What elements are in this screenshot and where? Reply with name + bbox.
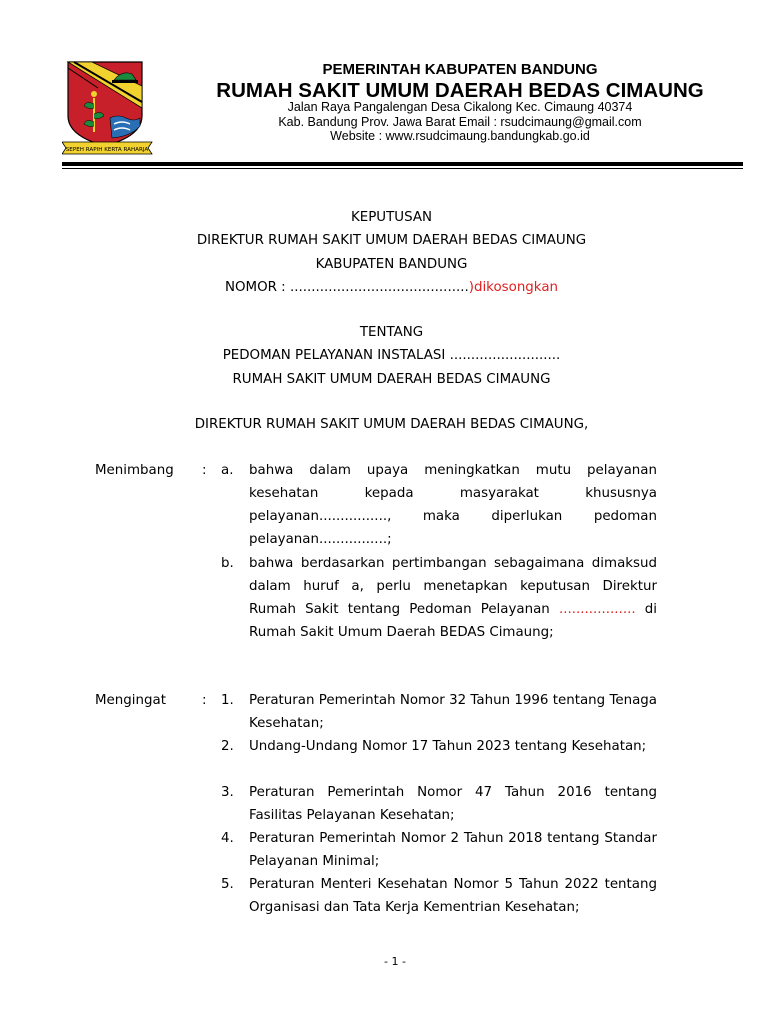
mengingat-mark-2: 2. [221,739,234,754]
mengingat-item-3: Peraturan Pemerintah Nomor 47 Tahun 2016 tentang Fasilitas Pelayanan Kesehatan; [249,785,657,823]
menimbang-item-a: bahwa dalam upaya meningkatkan mutu pelayanan kesehatan kepada masyarakat khususnya pelayanan................, maka diperlukan pedoman pelayanan................; [249,463,657,547]
hospital-name: RUMAH SAKIT UMUM DAERAH BEDAS CIMAUNG [216,79,704,102]
menimbang-item-b-text-end: di Rumah Sakit Umum Daerah BEDAS Cimaung; [249,602,657,640]
letterhead-rule-thick [62,162,743,166]
website: Website : www.rsudcimaung.bandungkab.go.id [330,129,590,143]
mengingat-mark-3: 3. [221,785,234,800]
mengingat-label: Mengingat [95,693,166,708]
mengingat-mark-4: 4. [221,831,234,846]
subject-line-2: RUMAH SAKIT UMUM DAERAH BEDAS CIMAUNG [232,372,551,387]
menimbang-mark-a: a. [221,463,234,478]
menimbang-colon: : [202,463,207,478]
mengingat-item-2: Undang-Undang Nomor 17 Tahun 2023 tentang Kesehatan; [249,739,647,754]
signatory-heading: DIREKTUR RUMAH SAKIT UMUM DAERAH BEDAS CIMAUNG, [194,417,589,432]
title-kabupaten: KABUPATEN BANDUNG [315,257,468,272]
menimbang-item-b-placeholder: .................. [558,602,636,617]
nomor-prefix: NOMOR : .......................................... [224,280,469,295]
menimbang-label: Menimbang [95,463,174,478]
mengingat-mark-1: 1. [221,693,234,708]
letterhead-rule-thin [62,168,743,169]
address: Jalan Raya Pangalengan Desa Cikalong Kec. Cimaung 40374 [287,100,633,114]
nomor-note: )dikosongkan [468,280,559,295]
menimbang-item-b-text: bahwa berdasarkan pertimbangan sebagaimana dimaksud dalam huruf a, perlu menetapkan keputusan Direktur Rumah Sakit tentang Pedoman Pelayanan [249,556,657,617]
title-keputusan: KEPUTUSAN [350,210,433,225]
menimbang-mark-b: b. [221,556,234,571]
title-tentang: TENTANG [359,325,424,340]
mengingat-item-5: Peraturan Menteri Kesehatan Nomor 5 Tahun 2022 tentang Organisasi dan Tata Kerja Kementrian Kesehatan; [249,877,657,915]
mengingat-mark-5: 5. [221,877,234,892]
subject-line-1: PEDOMAN PELAYANAN INSTALASI .......................... [222,348,561,363]
mengingat-item-4: Peraturan Pemerintah Nomor 2 Tahun 2018 tentang Standar Pelayanan Minimal; [249,831,657,869]
mengingat-colon: : [202,693,207,708]
mengingat-item-1: Peraturan Pemerintah Nomor 32 Tahun 1996 tentang Tenaga Kesehatan; [249,693,657,731]
government-name: PEMERINTAH KABUPATEN BANDUNG [322,61,598,78]
contact-email: Kab. Bandung Prov. Jawa Barat Email : rsudcimaung@gmail.com [278,115,642,129]
menimbang-item-b [249,552,657,644]
title-direktur: DIREKTUR RUMAH SAKIT UMUM DAERAH BEDAS CIMAUNG [196,233,587,248]
kabupaten-bandung-logo [62,58,156,156]
nomor-line [150,280,633,295]
logo-motto: SEPEH RAPIH KERTA RAHARJA [65,147,149,153]
page-number: - 1 - [384,955,406,968]
